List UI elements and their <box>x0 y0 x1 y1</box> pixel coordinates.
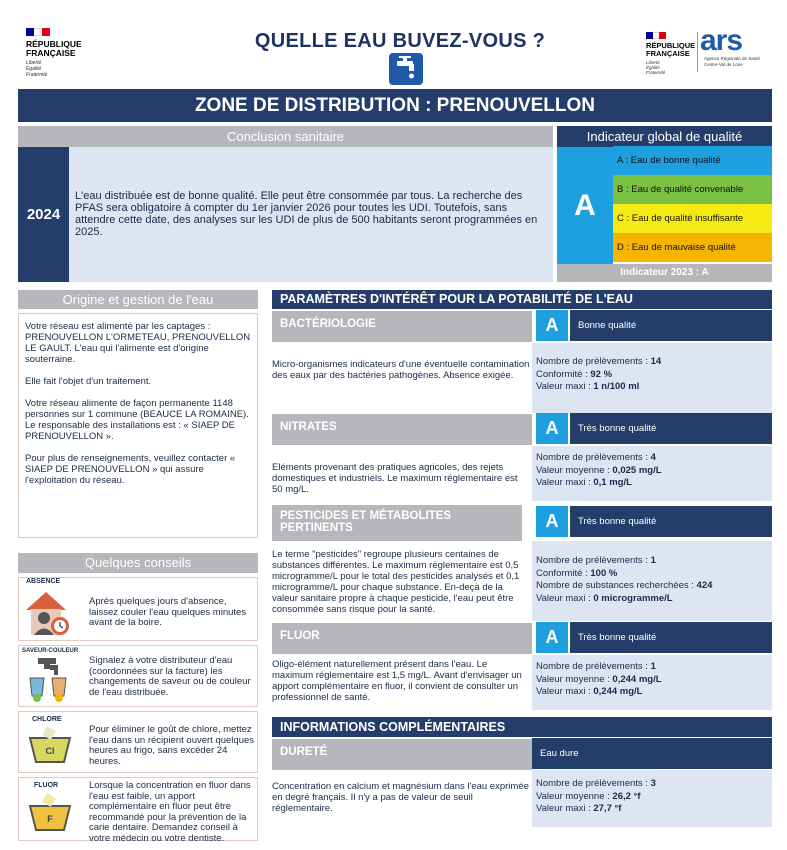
extra-header: INFORMATIONS COMPLÉMENTAIRES <box>272 717 772 737</box>
value-row: Valeur maxi : 0,1 mg/L <box>536 477 632 488</box>
rf-motto2: Égalité <box>646 65 660 70</box>
tip-fluor-label: FLUOR <box>34 782 59 789</box>
value-row: Valeur moyenne : 0,025 mg/L <box>536 464 662 476</box>
param-nitrates-quality: Très bonne qualité <box>570 413 772 444</box>
quality-previous: Indicateur 2023 : A <box>557 264 772 282</box>
param-pesticides-quality: Très bonne qualité <box>570 506 772 537</box>
tip-saveur-label: SAVEUR-COULEUR <box>22 648 79 654</box>
param-fluor-grade: A <box>536 622 568 653</box>
tip-chlore-text: Pour éliminer le goût de chlore, mettez l'eau dans un récipient ouvert quelques heures au frigo, sans excéder 24 heures. <box>89 724 255 767</box>
param-bacterio-desc: Micro-organismes indicateurs d'une éventuelle contamination des eaux par des bactéries pathogènes. Absence exigée. <box>272 359 530 381</box>
tip-absence-label: ABSENCE <box>26 578 61 585</box>
value-row: Nombre de prélèvements : 3 <box>536 778 656 789</box>
rf-logo-left <box>26 28 96 78</box>
page-title: QUELLE EAU BUVEZ-VOUS ? <box>254 30 546 52</box>
params-header: PARAMÈTRES D'INTÉRÊT POUR LA POTABILITÉ DE L'EAU <box>272 290 772 309</box>
value-row: Nombre de prélèvements : 14 <box>536 356 662 367</box>
param-fluor-name: FLUOR <box>272 623 532 654</box>
rf-line1: RÉPUBLIQUE <box>646 41 696 50</box>
fluor-bowl-icon <box>26 792 74 834</box>
param-nitrates-desc: Eléments provenant des pratiques agricoles, des rejets domestiques et industriels. Le maximum réglementaire est 50 mg/L. <box>272 462 518 495</box>
value-row: Valeur maxi : 0,244 mg/L <box>536 686 643 697</box>
extra-desc: Concentration en calcium et magnésium dans l'eau exprimée en degré français. Il n'y a pas de valeur de seuil réglementaire. <box>272 781 529 814</box>
quality-level-b: B : Eau de qualité convenable <box>613 175 772 204</box>
value-row: Conformité : 100 % <box>536 567 618 579</box>
origin-p1: Votre réseau est alimenté par les captages : PRENOUVELLON L'ORMETEAU, PRENOUVELLON LE GAULT. L'eau qui l'alimente est d'origine souterraine. <box>25 321 251 365</box>
origin-header: Origine et gestion de l'eau <box>18 290 258 309</box>
extra-values <box>532 770 772 827</box>
param-bacterio-grade: A <box>536 310 568 341</box>
param-pesticides-grade: A <box>536 506 568 537</box>
origin-box <box>18 313 258 538</box>
quality-grade: A <box>557 147 613 264</box>
quality-header: Indicateur global de qualité <box>557 126 772 147</box>
rf-motto3: Fraternité <box>646 70 666 75</box>
value-row: Nombre de prélèvements : 4 <box>536 452 656 463</box>
param-nitrates-grade: A <box>536 413 568 444</box>
param-bacterio-values <box>532 343 772 413</box>
ars-logo <box>700 26 768 68</box>
zone-title: ZONE DE DISTRIBUTION : PRENOUVELLON <box>18 89 772 122</box>
fluor-glyph: F <box>47 814 53 824</box>
flag-icon <box>646 32 666 39</box>
value-row: Nombre de prélèvements : 1 <box>536 661 656 672</box>
tip-saveur-text: Signalez à votre distributeur d'eau (coordonnées sur la facture) les changements de saveur ou de couleur de l'eau distribuée. <box>89 655 251 698</box>
param-pesticides-name: PESTICIDES ET MÉTABOLITES PERTINENTS <box>272 505 522 541</box>
ars-sub2: Centre-Val de Loire <box>704 62 743 67</box>
rf-logo-right <box>646 32 698 75</box>
origin-p3: Votre réseau alimente de façon permanente 1148 personnes sur 1 commune (BEAUCE LA ROMAINE). Le responsable des installations est : « SIAEP DE PRENOUVELLON ». <box>25 398 249 442</box>
origin-p4: Pour plus de renseignements, veuillez contacter « SIAEP DE PRENOUVELLON » qui assure l'exploitation du réseau. <box>25 453 236 486</box>
rf-line2: FRANÇAISE <box>646 49 690 58</box>
rf-motto1: Liberté <box>26 60 42 66</box>
rf-line1: RÉPUBLIQUE <box>26 39 82 49</box>
value-row: Valeur maxi : 1 n/100 ml <box>536 381 640 392</box>
rf-motto1: Liberté <box>646 60 660 65</box>
param-pesticides-desc: Le terme "pesticides" regroupe plusieurs centaines de substances différentes. Le maximum réglementaire est 0,5 microgramme/L pour le total des pesticides analysés et 0,1 microgramme/L pour chaque substance. En-deçà de la valeur sanitaire propre à chaque pesticide, l'eau peut être consommée sans risque pour la santé. <box>272 549 520 615</box>
quality-level-d: D : Eau de mauvaise qualité <box>613 233 772 262</box>
conclusion-text: L'eau distribuée est de bonne qualité. Elle peut être consommée par tous. La recherche des PFAS sera obligatoire à compter du 1er janvier 2026 pour toutes les UDI. Toutefois, sans attendre cette date, des analyses sur les UDI de plus de 500 habitants seront programmées en 2025. <box>75 190 538 238</box>
param-fluor-quality: Très bonne qualité <box>570 622 772 653</box>
ars-logo-text: ars <box>700 24 743 57</box>
quality-level-c: C : Eau de qualité insuffisante <box>613 204 772 233</box>
ars-sub1: Agence Régionale de Santé <box>704 56 761 61</box>
conclusion-box <box>69 147 553 282</box>
value-row: Nombre de prélèvements : 1 <box>536 555 656 566</box>
param-pesticides-values <box>532 541 772 621</box>
advice-header: Quelques conseils <box>18 553 258 573</box>
param-nitrates-name: NITRATES <box>272 414 532 445</box>
extra-quality: Eau dure <box>532 738 772 769</box>
value-row: Valeur moyenne : 0,244 mg/L <box>536 673 662 685</box>
rf-line2: FRANÇAISE <box>26 48 76 58</box>
chlore-glyph: Cl <box>45 746 55 756</box>
value-row: Nombre de substances recherchées : 424 <box>536 580 713 591</box>
tip-chlore-label: CHLORE <box>32 716 62 723</box>
chlore-bowl-icon <box>26 726 74 766</box>
origin-p2: Elle fait l'objet d'un traitement. <box>25 376 152 387</box>
tip-absence-text: Après quelques jours d'absence, laissez couler l'eau quelques minutes avant de la boire. <box>89 596 247 628</box>
param-fluor-desc: Oligo-élément naturellement présent dans l'eau. Le maximum réglementaire est 1,5 mg/L. Avant d'envisager un apport complémentaire en fluor, il convient de consulter un professionnel de santé. <box>272 659 522 703</box>
value-row: Conformité : 92 % <box>536 368 613 380</box>
value-row: Valeur moyenne : 26,2 °f <box>536 790 641 802</box>
param-bacterio-quality: Bonne qualité <box>570 310 772 341</box>
rf-motto3: Fraternité <box>26 72 48 78</box>
conclusion-year: 2024 <box>18 147 69 282</box>
faucet-glasses-icon <box>24 656 74 709</box>
param-bacterio-name: BACTÉRIOLOGIE <box>272 311 532 342</box>
tip-fluor-text: Lorsque la concentration en fluor dans l'eau est faible, un apport complémentaire en fluor peut être recommandé pour la prévention de la carie dentaire. Demandez conseil à votre médecin ou votre dentiste. <box>89 780 251 844</box>
value-row: Valeur maxi : 27,7 °f <box>536 803 622 814</box>
rf-motto2: Égalité <box>26 66 42 72</box>
quality-level-a: A : Eau de bonne qualité <box>613 146 772 175</box>
param-nitrates-values <box>532 446 772 501</box>
value-row: Valeur maxi : 0 microgramme/L <box>536 592 673 604</box>
house-clock-icon <box>22 588 72 643</box>
flag-icon <box>26 28 50 36</box>
conclusion-header: Conclusion sanitaire <box>18 126 553 147</box>
param-fluor-values <box>532 655 772 710</box>
extra-name: DURETÉ <box>272 739 532 770</box>
tap-icon <box>389 53 423 85</box>
